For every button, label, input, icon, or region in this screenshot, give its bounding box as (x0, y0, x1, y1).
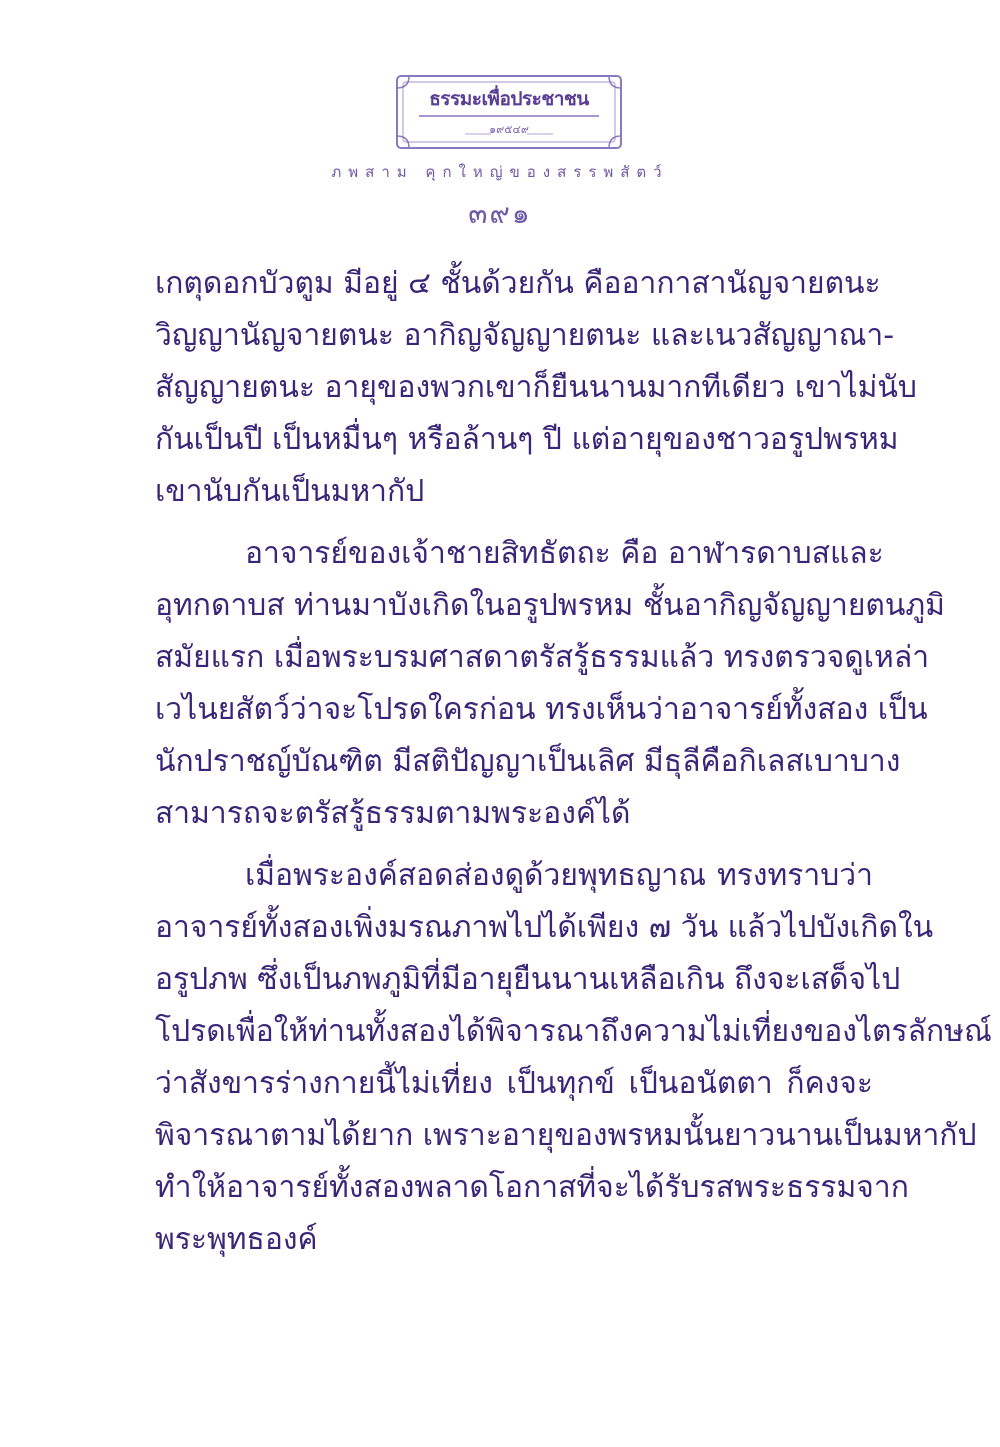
page-number: ๓๙๑ (468, 197, 532, 230)
text-line: อาจารย์ทั้งสองเพิ่งมรณภาพไปได้เพียง ๗ วัน แล้วไปบังเกิดใน (155, 910, 934, 945)
paragraph-2 (155, 528, 945, 840)
paragraph-3 (155, 850, 992, 1266)
text-line: เขานับกันเป็นมหากัป (155, 474, 425, 509)
text-line: วิญญานัญจายตนะ อากิญจัญญายตนะ และเนวสัญญาณา- (155, 318, 895, 353)
text-line: ทำให้อาจารย์ทั้งสองพลาดโอกาสที่จะได้รับรสพระธรรมจาก (155, 1170, 909, 1205)
text-line: พระพุทธองค์ (155, 1222, 318, 1257)
logo-title: ธรรมะเพื่อประชาชน (429, 88, 589, 110)
running-head: ภพสาม คุกใหญ่ของสรรพสัตว์ (331, 163, 669, 181)
body-text (155, 258, 992, 1276)
paragraph-1 (155, 258, 917, 518)
text-line: โปรดเพื่อให้ท่านทั้งสองได้พิจารณาถึงความไม่เที่ยงของไตรลักษณ์ (155, 1014, 992, 1049)
text-line: เมื่อพระองค์สอดส่องดูด้วยพุทธญาณ ทรงทราบว่า (245, 858, 873, 893)
text-line: ว่าสังขารร่างกายนี้ไม่เที่ยง เป็นทุกข์ เป็นอนัตตา ก็คงจะ (155, 1066, 873, 1101)
text-line: อุทกดาบส ท่านมาบังเกิดในอรูปพรหม ชั้นอากิญจัญญายตนภูมิ (155, 588, 945, 623)
text-line: สามารถจะตรัสรู้ธรรมตามพระองค์ได้ (155, 796, 631, 831)
text-line: เกตุดอกบัวตูม มีอยู่ ๔ ชั้นด้วยกัน คืออากาสานัญจายตนะ (155, 266, 881, 301)
text-line: กันเป็นปี เป็นหมื่นๆ หรือล้านๆ ปี แต่อายุของชาวอรูปพรหม (155, 422, 899, 457)
text-line: สมัยแรก เมื่อพระบรมศาสดาตรัสรู้ธรรมแล้ว ทรงตรวจดูเหล่า (155, 640, 930, 675)
text-line: นักปราชญ์บัณฑิต มีสติปัญญาเป็นเลิศ มีธุลีคือกิเลสเบาบาง (155, 744, 901, 779)
text-line: พิจารณาตามได้ยาก เพราะอายุของพรหมนั้นยาวนานเป็นมหากัป (155, 1118, 977, 1153)
text-line: สัญญายตนะ อายุของพวกเขาก็ยืนนานมากทีเดียว เขาไม่นับ (155, 370, 917, 405)
publisher-logo (395, 74, 623, 150)
text-line: อาจารย์ของเจ้าชายสิทธัตถะ คือ อาฬารดาบสและ (245, 536, 884, 571)
logo-subtitle: ๑๙๕๔๙ (489, 123, 529, 136)
text-line: อรูปภพ ซึ่งเป็นภพภูมิที่มีอายุยืนนานเหลือเกิน ถึงจะเสด็จไป (155, 962, 901, 997)
text-line: เวไนยสัตว์ว่าจะโปรดใครก่อน ทรงเห็นว่าอาจารย์ทั้งสอง เป็น (155, 692, 928, 727)
